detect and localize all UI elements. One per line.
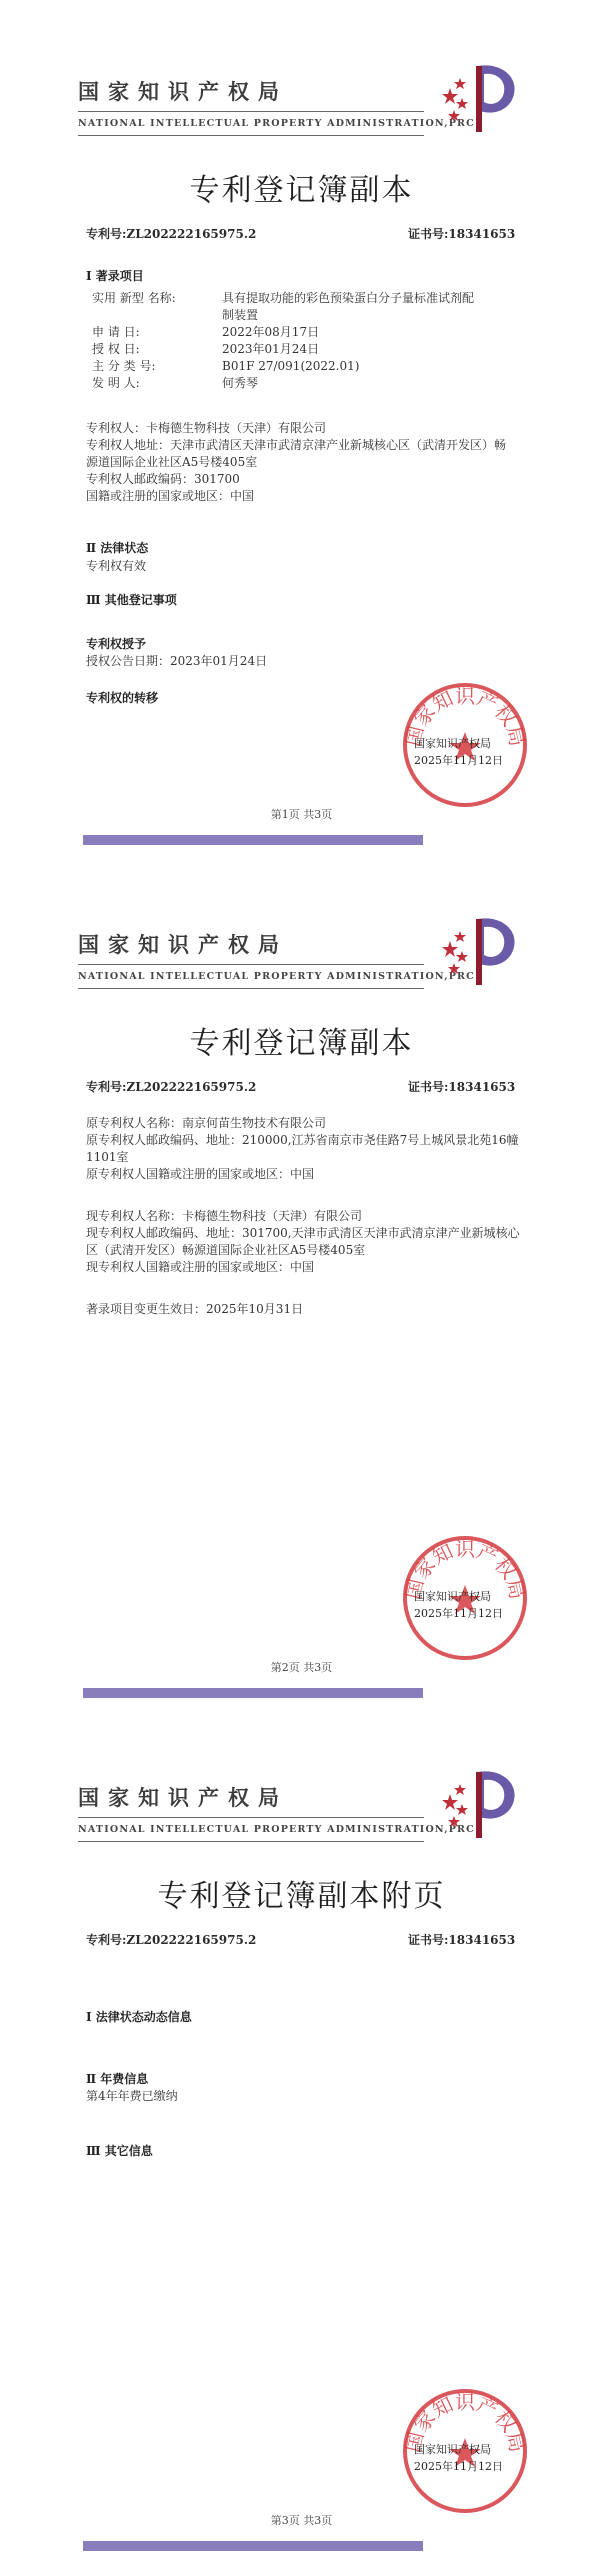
- new-holder-address-line-2: 区（武清开发区）畅源道国际企业社区A5号楼405室: [86, 1243, 366, 1257]
- footer-bar: [83, 1688, 423, 1698]
- section-bibliographic-title: Ⅰ 著录项目: [86, 269, 144, 283]
- old-holder-name: 原专利权人名称：南京何苗生物技术有限公司: [86, 1116, 327, 1130]
- apply-date-label: 申 请 日:: [92, 325, 140, 339]
- type-value-line-1: 具有提取功能的彩色预染蛋白分子量标准试剂配: [222, 291, 475, 305]
- org-name-cn: 国家知识产权局: [78, 1785, 288, 1810]
- certificate-number: 证书号:18341653: [408, 1080, 516, 1094]
- header-divider-bottom: [78, 135, 424, 136]
- holder-country: 国籍或注册的国家或地区：中国: [86, 489, 255, 503]
- apply-date-value: 2022年08月17日: [222, 325, 320, 339]
- patent-number: 专利号:ZL202222165975.2: [86, 1933, 257, 1947]
- cnipa-logo-icon: [430, 1764, 530, 1844]
- type-value-line-2: 制装置: [222, 308, 259, 322]
- org-name-en: NATIONAL INTELLECTUAL PROPERTY ADMINISTRATION,PRC: [78, 1824, 475, 1835]
- svg-text:国家知识产权局: 国家知识产权局: [400, 2390, 530, 2455]
- header-divider-bottom: [78, 1841, 424, 1842]
- org-name-en: NATIONAL INTELLECTUAL PROPERTY ADMINISTRATION,PRC: [78, 118, 475, 129]
- header-divider: [78, 964, 424, 965]
- seal-overlay-text: 国家知识产权局: [414, 737, 491, 750]
- new-holder-name: 现专利权人名称：卡梅德生物科技（天津）有限公司: [86, 1209, 363, 1223]
- seal-overlay-date: 2025年11月12日: [414, 754, 503, 767]
- inventor-label: 发 明 人:: [92, 376, 140, 390]
- patent-holder: 专利权人：卡梅德生物科技（天津）有限公司: [86, 421, 327, 435]
- section-other-info-title: Ⅲ 其它信息: [86, 2144, 153, 2158]
- old-holder-address-line-1: 原专利权人邮政编码、地址：210000,江苏省南京市尧佳路7号上城风景北苑16幢: [86, 1133, 519, 1147]
- seal-overlay-text: 国家知识产权局: [414, 1590, 491, 1603]
- holder-address-line-2: 源道国际企业社区A5号楼405室: [86, 455, 258, 469]
- document-title: 专利登记簿副本附页: [157, 1879, 446, 1914]
- old-holder-country: 原专利权人国籍或注册的国家或地区：中国: [86, 1167, 315, 1181]
- page-3: [0, 1706, 603, 2559]
- document-title: 专利登记簿副本: [189, 173, 414, 208]
- seal-overlay-date: 2025年11月12日: [414, 2460, 503, 2473]
- grant-date-value: 2023年01月24日: [222, 342, 320, 356]
- grant-section-title: 专利权授予: [86, 637, 147, 651]
- header-divider: [78, 111, 424, 112]
- patent-number: 专利号:ZL202222165975.2: [86, 227, 257, 241]
- org-name-cn: 国家知识产权局: [78, 932, 288, 957]
- svg-text:国家知识产权局: 国家知识产权局: [400, 684, 530, 749]
- legal-status-value: 专利权有效: [86, 559, 147, 573]
- annual-fee-value: 第4年年费已缴纳: [86, 2089, 178, 2103]
- page-1: [0, 0, 603, 853]
- classification-label: 主 分 类 号:: [92, 359, 156, 373]
- footer-bar: [83, 835, 423, 845]
- transfer-section-title: 专利权的转移: [86, 691, 159, 705]
- page-number: 第3页 共3页: [270, 2514, 333, 2527]
- cnipa-logo-icon: [430, 911, 530, 991]
- old-holder-address-line-2: 1101室: [86, 1150, 129, 1164]
- inventor-value: 何秀琴: [222, 376, 259, 390]
- certificate-number: 证书号:18341653: [408, 1933, 516, 1947]
- section-other-items-title: Ⅲ 其他登记事项: [86, 593, 177, 607]
- holder-address-line-1: 专利权人地址：天津市武清区天津市武清京津产业新城核心区（武清开发区）畅: [86, 438, 507, 452]
- footer-bar: [83, 2541, 423, 2551]
- page-number: 第2页 共3页: [270, 1661, 333, 1674]
- type-label: 实用 新型 名称:: [92, 291, 176, 305]
- new-holder-address-line-1: 现专利权人邮政编码、地址：301700,天津市武清区天津市武清京津产业新城核心: [86, 1226, 520, 1240]
- holder-zip: 专利权人邮政编码：301700: [86, 472, 240, 486]
- classification-value: B01F 27/091(2022.01): [222, 359, 360, 373]
- seal-overlay-text: 国家知识产权局: [414, 2443, 491, 2456]
- document-title: 专利登记簿副本: [189, 1026, 414, 1061]
- org-name-en: NATIONAL INTELLECTUAL PROPERTY ADMINISTRATION,PRC: [78, 971, 475, 982]
- grant-notice-date: 授权公告日期：2023年01月24日: [86, 654, 268, 668]
- grant-date-label: 授 权 日:: [92, 342, 140, 356]
- section-legal-status-title: Ⅱ 法律状态: [86, 541, 149, 555]
- cnipa-logo-icon: [430, 58, 530, 138]
- certificate-number: 证书号:18341653: [408, 227, 516, 241]
- header-divider-bottom: [78, 988, 424, 989]
- seal-overlay-date: 2025年11月12日: [414, 1607, 503, 1620]
- svg-text:国家知识产权局: 国家知识产权局: [400, 1537, 530, 1602]
- section-legal-dynamics-title: Ⅰ 法律状态动态信息: [86, 2010, 192, 2024]
- patent-number: 专利号:ZL202222165975.2: [86, 1080, 257, 1094]
- header-divider: [78, 1817, 424, 1818]
- change-effective-date: 著录项目变更生效日：2025年10月31日: [86, 1302, 304, 1316]
- page-2: [0, 853, 603, 1706]
- section-annual-fee-title: Ⅱ 年费信息: [86, 2072, 149, 2086]
- org-name-cn: 国家知识产权局: [78, 79, 288, 104]
- new-holder-country: 现专利权人国籍或注册的国家或地区：中国: [86, 1260, 315, 1274]
- page-number: 第1页 共3页: [270, 808, 333, 821]
